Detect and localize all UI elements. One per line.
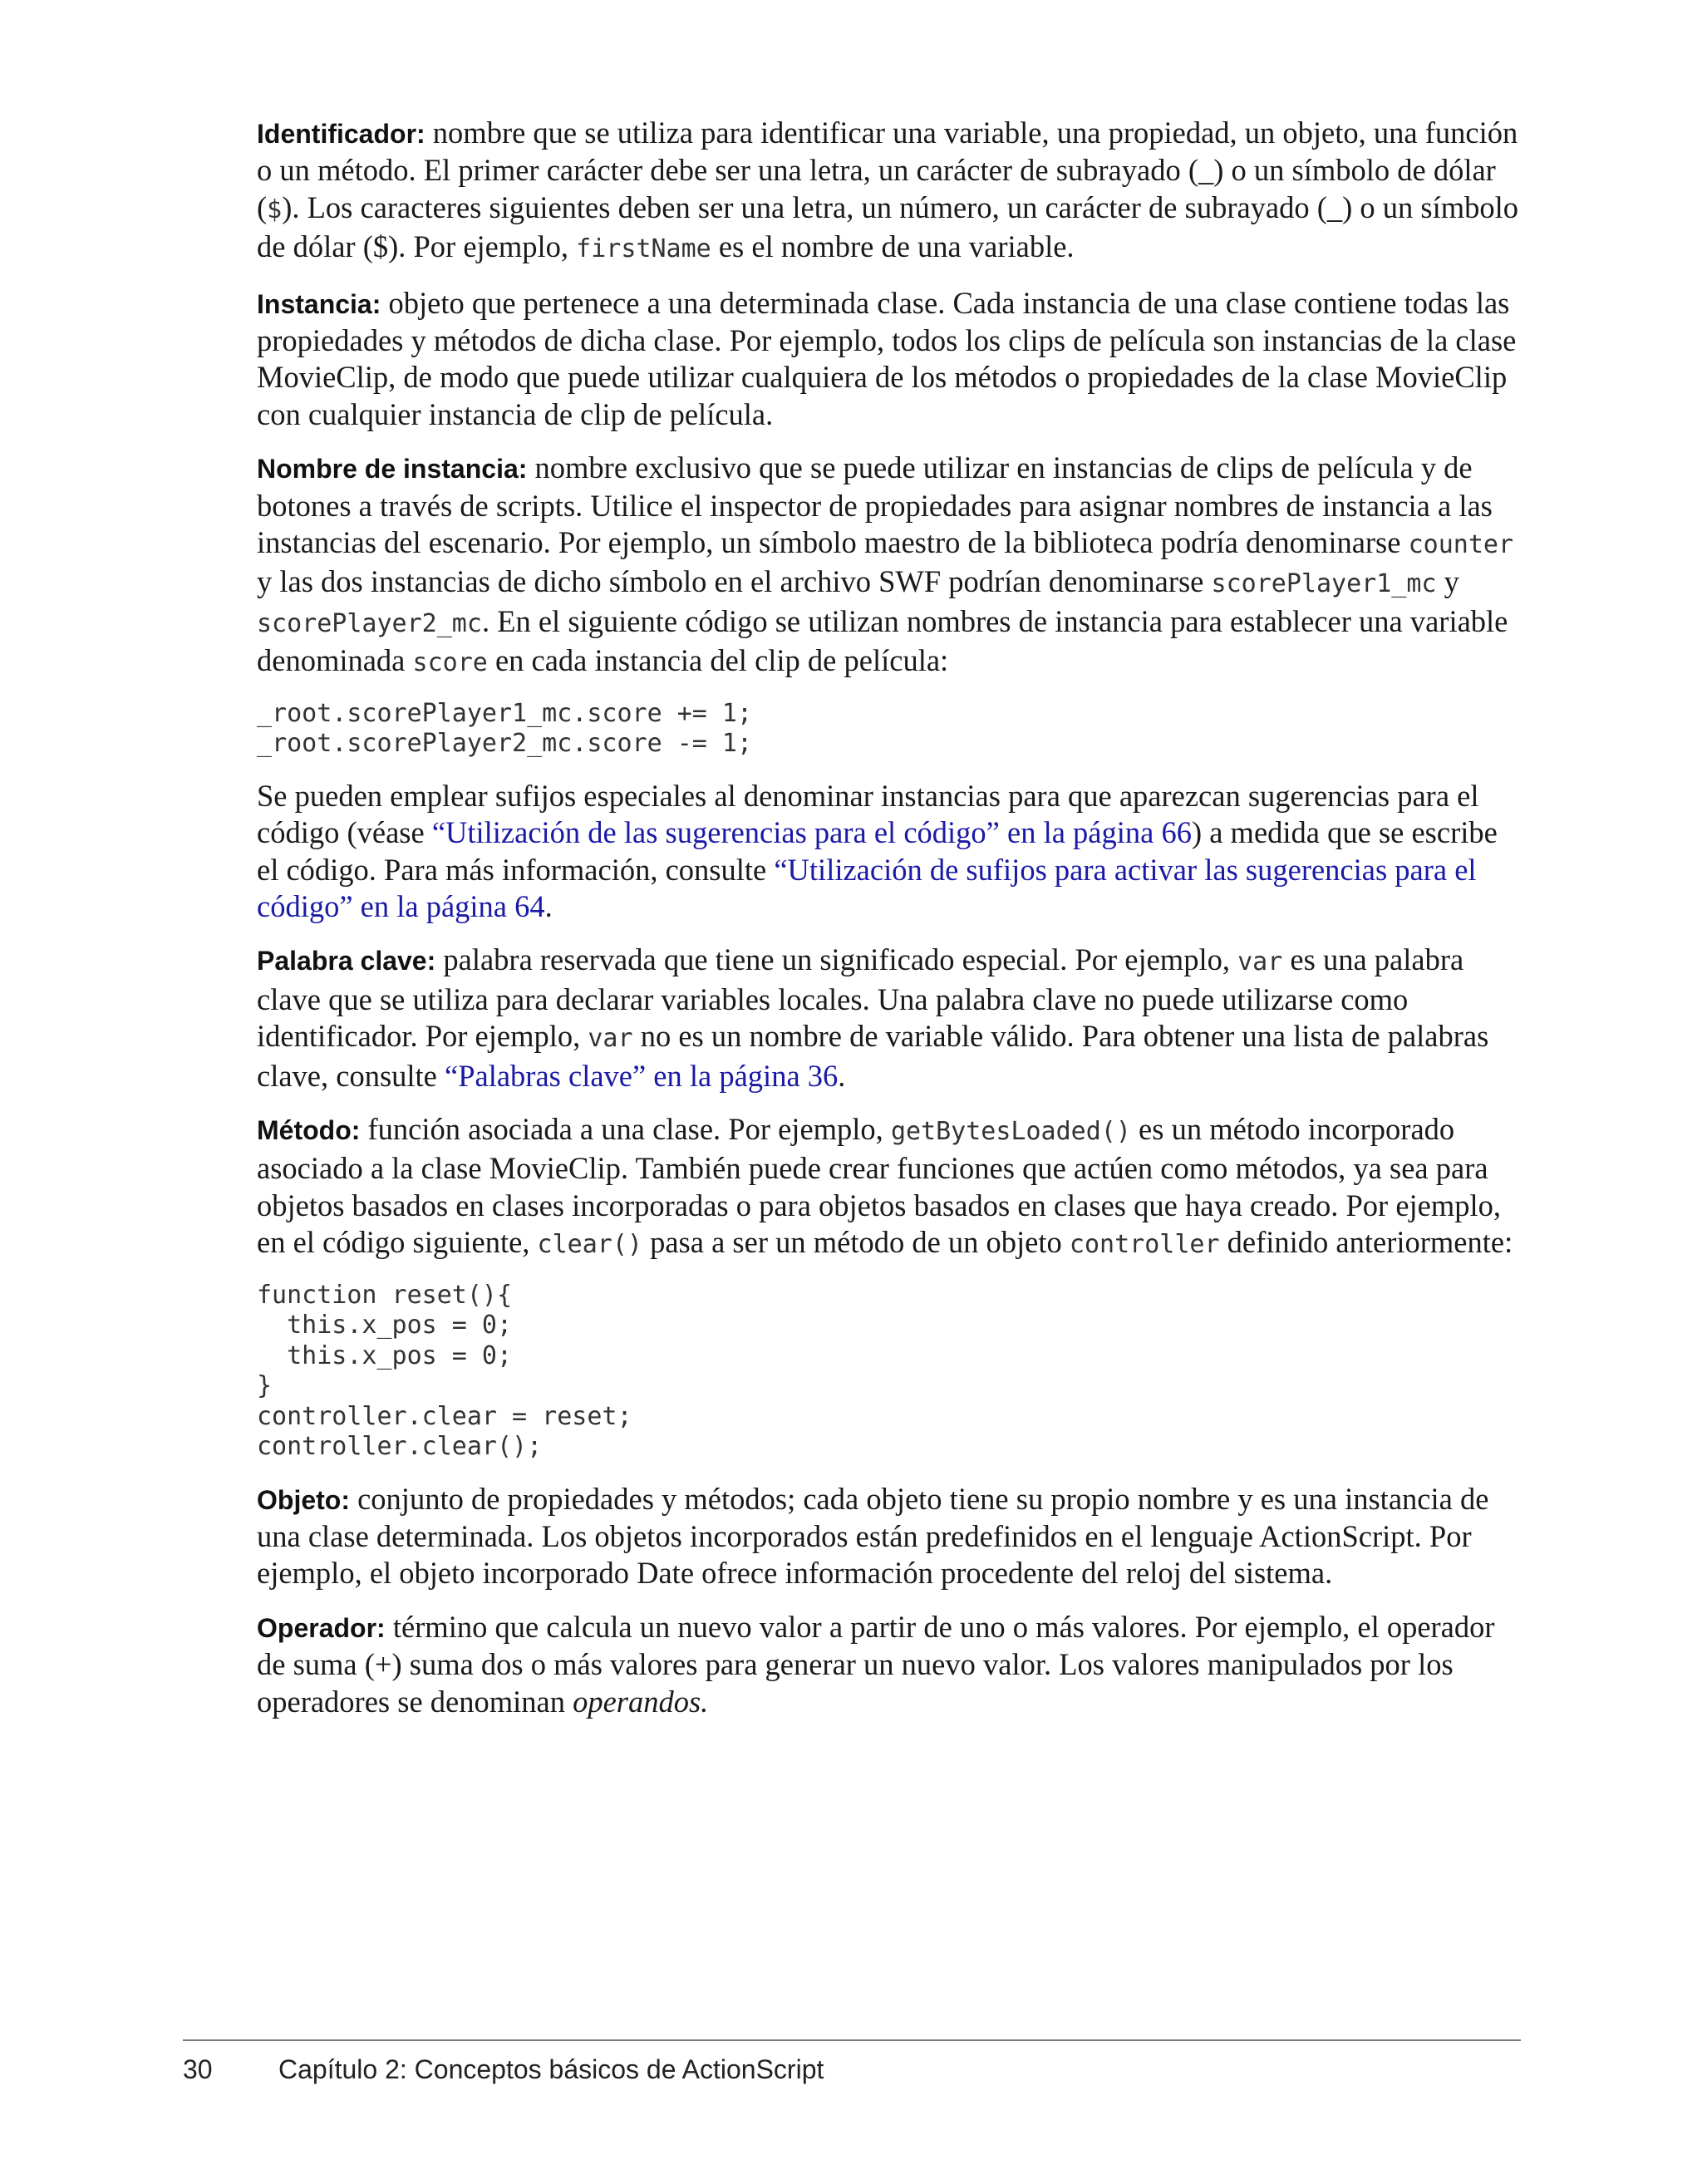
emphasized-text: operandos. (573, 1684, 709, 1719)
body-text: y las dos instancias de dicho símbolo en el archivo SWF podrían denominarse (257, 564, 1212, 599)
glossary-term: Nombre de instancia: (257, 454, 528, 485)
footer-divider (183, 2039, 1521, 2041)
body-text: y (1436, 564, 1459, 599)
inline-code: var (588, 1024, 633, 1054)
glossary-entry (257, 115, 1520, 268)
body-text: ) a medida que se escribe el código. Para más información, consulte (257, 815, 1498, 887)
page-number: 30 (183, 2054, 213, 2084)
inline-code: $ (267, 194, 283, 224)
body-text: nombre exclusivo que se puede utilizar en instancias de clips de película y de botones a través de scripts. Utilice el inspector de propiedades para asignar nombres de instancia a las instancias del escenario. Por ejemplo, un símbolo maestro de la biblioteca podría denominarse (257, 450, 1493, 560)
glossary-entry (257, 778, 1520, 926)
inline-code: scorePlayer1_mc (1211, 569, 1437, 599)
chapter-title: Capítulo 2: Conceptos básicos de ActionScript (278, 2054, 824, 2084)
body-text: no es un nombre de variable válido. Para obtener una lista de palabras clave, consulte (257, 1019, 1489, 1093)
inline-code: getBytesLoaded() (890, 1116, 1131, 1146)
body-text: en cada instancia del clip de película: (487, 643, 949, 678)
body-text: función asociada a una clase. Por ejemplo, (360, 1111, 891, 1146)
body-text: pasa a ser un método de un objeto (642, 1225, 1070, 1260)
body-text: Se pueden emplear sufijos especiales al denominar instancias para que aparezcan sugerencias para el código (véase (257, 778, 1479, 850)
inline-code: controller (1069, 1230, 1220, 1260)
cross-reference-link[interactable]: “Palabras clave” en la página 36 (445, 1058, 839, 1093)
body-text: . (838, 1058, 846, 1093)
body-text: conjunto de propiedades y métodos; cada objeto tiene su propio nombre y es una instancia de una clase determinada. Los objetos incorporados están predefinidos en el lenguaje ActionScript. Por ejemplo, el objeto incorporado Date ofrece información procedente del reloj del sistema. (257, 1481, 1489, 1591)
body-text: objeto que pertenece a una determinada clase. Cada instancia de una clase contiene todas las propiedades y métodos de dicha clase. Por ejemplo, todos los clips de película son instancias de la clase MovieClip, de modo que puede utilizar cualquiera de los métodos o propiedades de la clase MovieClip con cualquier instancia de clip de película. (257, 285, 1517, 431)
cross-reference-link[interactable]: “Utilización de las sugerencias para el código” en la página 66 (431, 815, 1192, 850)
glossary-entry (257, 450, 1520, 681)
code-block: function reset(){ this.x_pos = 0; this.x_pos = 0; } controller.clear = reset; controller.clear(); (257, 1280, 632, 1462)
inline-code: firstName (576, 234, 711, 264)
glossary-term: Objeto: (257, 1484, 350, 1515)
body-text: es un método incorporado asociado a la clase MovieClip. También puede crear funciones que actúen como métodos, ya sea para objetos basados en clases incorporadas o para objetos basados en clases que haya creado. Por ejemplo, en el código siguiente, (257, 1111, 1502, 1260)
inline-code: var (1237, 947, 1283, 977)
body-text: . (544, 888, 553, 923)
body-text: nombre que se utiliza para identificar una variable, una propiedad, un objeto, una función o un método. El primer carácter debe ser una letra, un carácter de subrayado (_) o un símbolo de dólar ( (257, 116, 1518, 224)
glossary-term: Instancia: (257, 288, 381, 319)
page-footer (183, 2054, 824, 2085)
glossary-term: Palabra clave: (257, 946, 436, 976)
body-text: . En el siguiente código se utilizan nombres de instancia para establecer una variable denominada (257, 603, 1508, 678)
body-text: es el nombre de una variable. (711, 229, 1075, 264)
body-text: palabra reservada que tiene un significado especial. Por ejemplo, (435, 942, 1238, 977)
body-text: término que calcula un nuevo valor a partir de uno o más valores. Por ejemplo, el operador de suma (+) suma dos o más valores para generar un nuevo valor. Los valores manipulados por los operadores se denominan (257, 1609, 1495, 1719)
inline-code: scorePlayer2_mc (257, 608, 482, 638)
inline-code: counter (1408, 530, 1514, 560)
glossary-entry (257, 1609, 1520, 1720)
glossary-content (257, 115, 1520, 1737)
glossary-entry (257, 1111, 1520, 1264)
glossary-term: Identificador: (257, 119, 426, 149)
glossary-term: Método: (257, 1114, 361, 1145)
code-block: _root.scorePlayer1_mc.score += 1; _root.scorePlayer2_mc.score -= 1; (257, 698, 753, 759)
glossary-entry (257, 1481, 1520, 1592)
body-text: definido anteriormente: (1219, 1225, 1513, 1260)
body-text: es una palabra clave que se utiliza para declarar variables locales. Una palabra clave no puede utilizarse como identificador. Por ejemplo, (257, 942, 1464, 1054)
glossary-entry (257, 285, 1520, 434)
inline-code: clear() (537, 1230, 642, 1260)
glossary-entry (257, 942, 1520, 1094)
body-text: ). Los caracteres siguientes deben ser una letra, un número, un carácter de subrayado (_) o un símbolo de dólar ($). Por ejemplo, (257, 189, 1519, 264)
inline-code: score (412, 648, 488, 678)
cross-reference-link[interactable]: “Utilización de sufijos para activar las sugerencias para el código” en la página 64 (257, 852, 1477, 923)
glossary-term: Operador: (257, 1612, 386, 1643)
